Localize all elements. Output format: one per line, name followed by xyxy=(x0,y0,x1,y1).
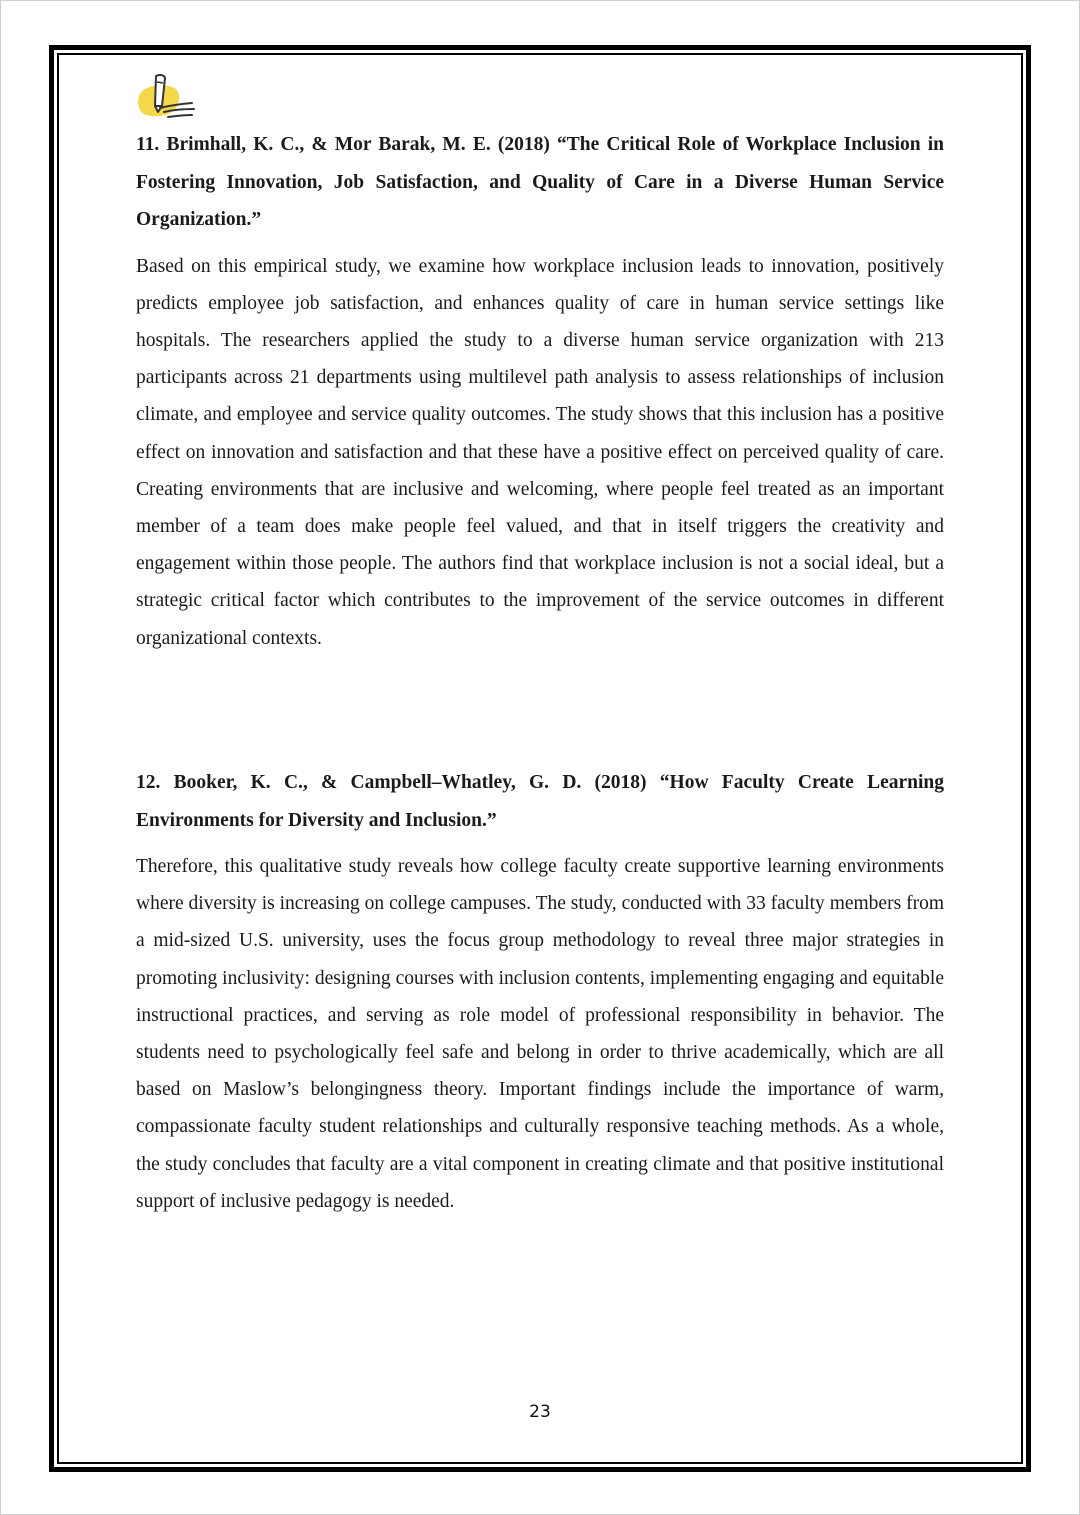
pen-writing-icon xyxy=(134,72,200,128)
reference-summary: Based on this empirical study, we examine how workplace inclusion leads to innovation, positively predicts employee job satisfaction, and enhances quality of care in human service settings like hospitals. The researchers applied the study to a diverse human service organization with 213 participants across 21 departments using multilevel path analysis to assess relationships of inclusion climate, and employee and service quality outcomes. The study shows that this inclusion has a positive effect on innovation and satisfaction and that these have a positive effect on perceived quality of care. Creating environments that are inclusive and welcoming, where people feel treated as an important member of a team does make people feel valued, and that in itself triggers the creativity and engagement within those people. The authors find that workplace inclusion is not a social ideal, but a strategic critical factor which contributes to the improvement of the service outcomes in different organizational contexts. xyxy=(136,255,944,649)
reference-title: 12. Booker, K. C., & Campbell–Whatley, G. D. (2018) “How Faculty Create Learning Environments for Diversity and Inclusion.” xyxy=(136,772,944,831)
page-number: 23 xyxy=(529,1402,551,1422)
reference-title: 11. Brimhall, K. C., & Mor Barak, M. E. (2018) “The Critical Role of Workplace Inclusion in Fostering Innovation, Job Satisfaction, and Quality of Care in a Diverse Human Service Organization.” xyxy=(136,134,944,230)
reference-entry-12 xyxy=(136,764,944,1220)
reference-entry-11 xyxy=(136,126,944,657)
reference-summary: Therefore, this qualitative study reveals how college faculty create supportive learning environments where diversity is increasing on college campuses. The study, conducted with 33 faculty members from a mid-sized U.S. university, uses the focus group methodology to reveal three major strategies in promoting inclusivity: designing courses with inclusion contents, implementing engaging and equitable instructional practices, and serving as role model of professional responsibility in behavior. The students need to psychologically feel safe and belong in order to thrive academically, which are all based on Maslow’s belongingness theory. Important findings include the importance of warm, compassionate faculty student relationships and culturally responsive teaching methods. As a whole, the study concludes that faculty are a vital component in creating climate and that positive institutional support of inclusive pedagogy is needed. xyxy=(136,856,944,1212)
